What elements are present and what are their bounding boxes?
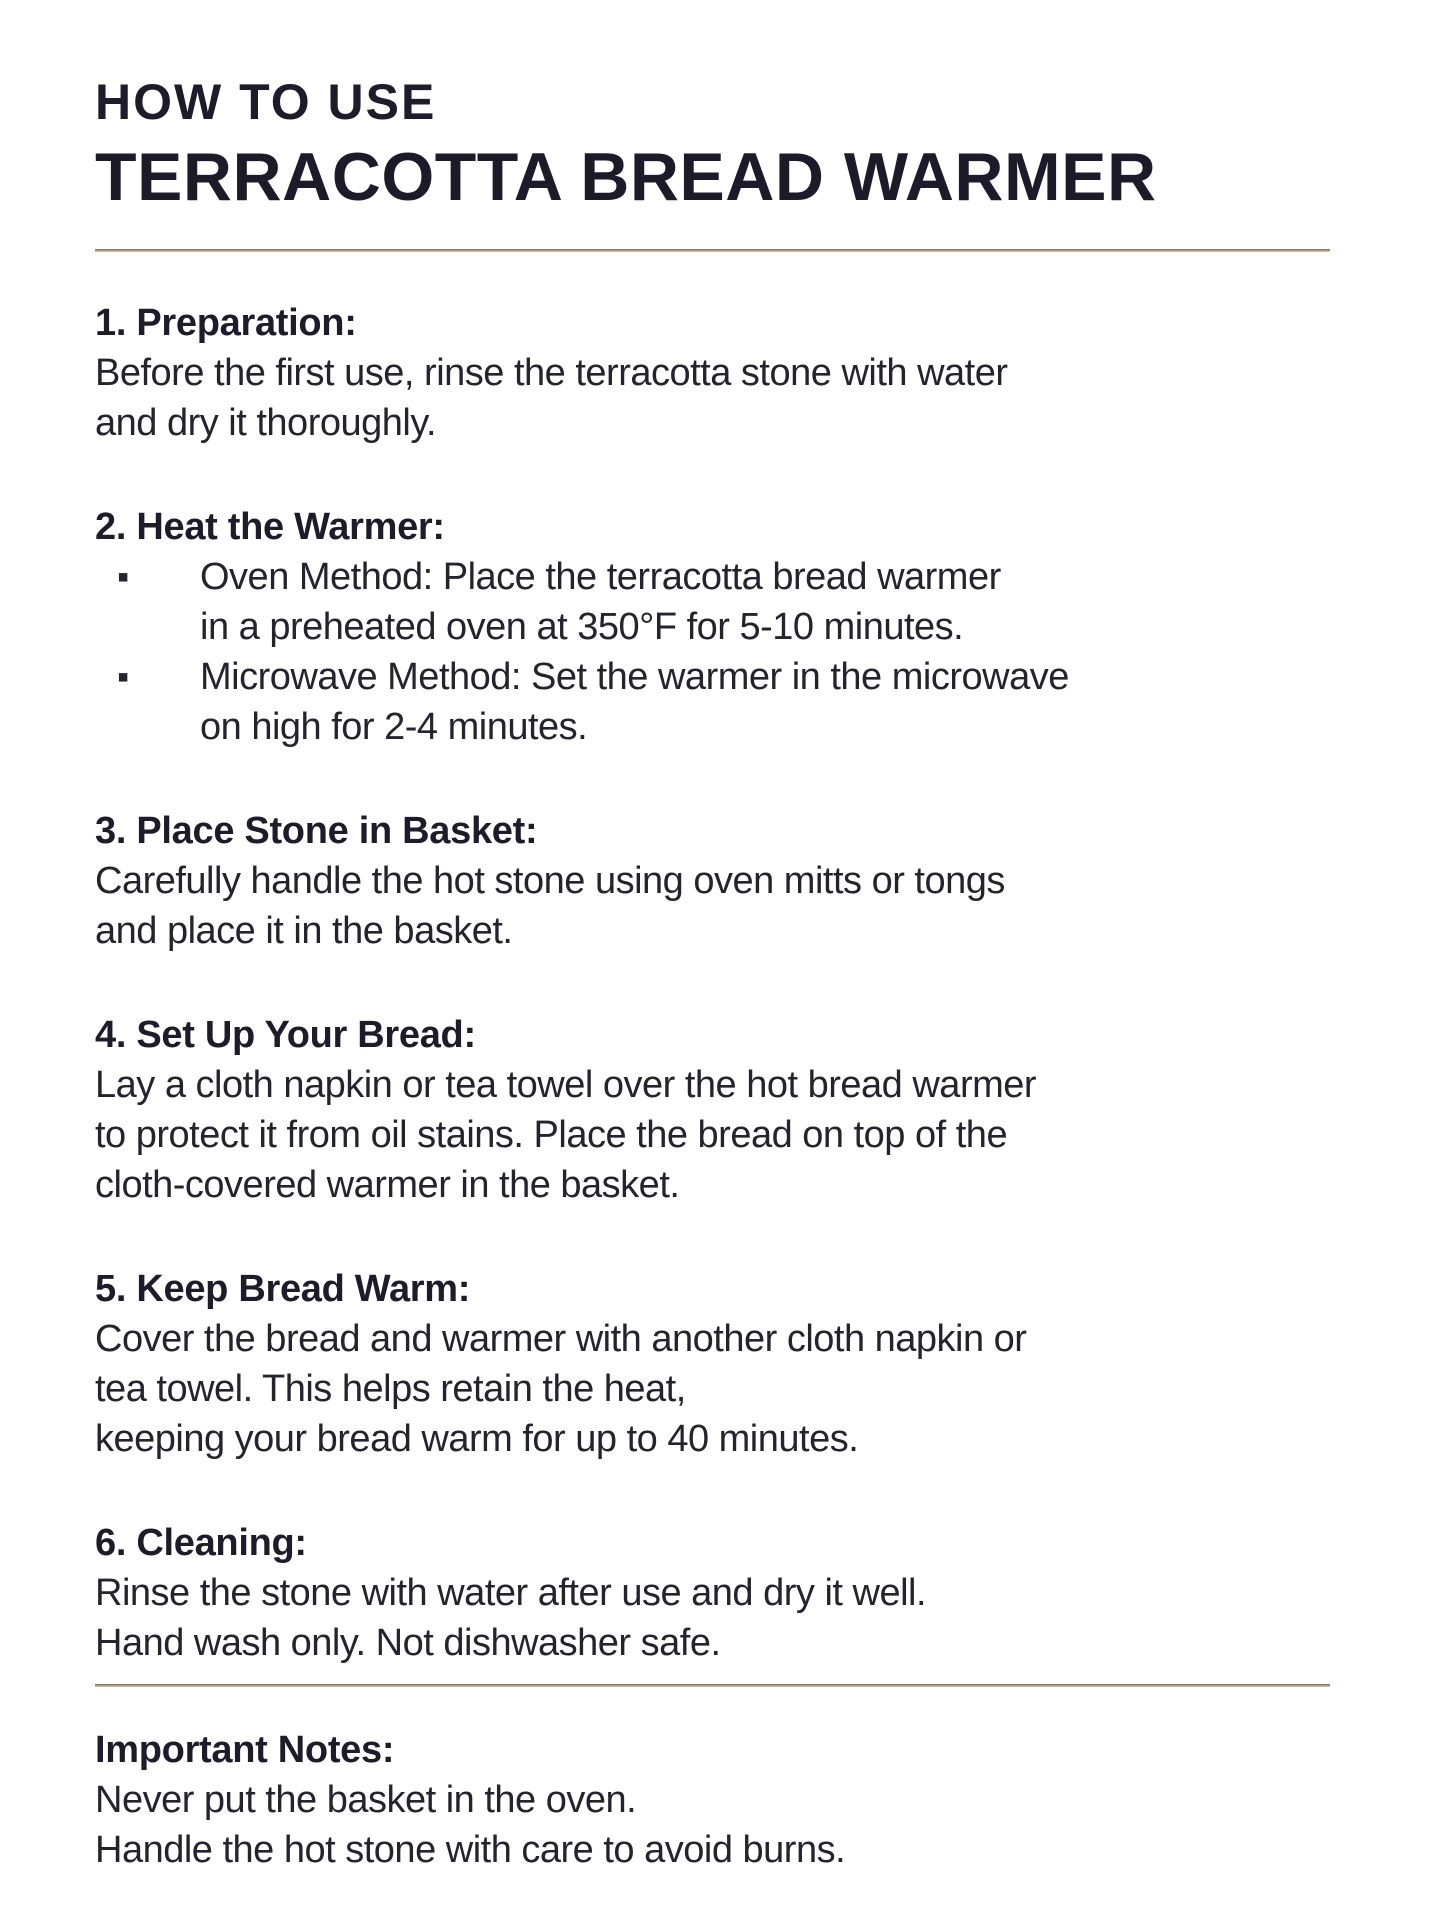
eyebrow-heading: HOW TO USE bbox=[95, 74, 437, 130]
body-line: Hand wash only. Not dishwasher safe. bbox=[95, 1622, 721, 1664]
section-heat-the-warmer bbox=[95, 502, 1330, 752]
bullet-square-icon: ▪ bbox=[117, 558, 130, 596]
body-line: Handle the hot stone with care to avoid burns. bbox=[95, 1829, 846, 1871]
section-set-up-your-bread bbox=[95, 1010, 1330, 1210]
section-heading: 1. Preparation: bbox=[95, 302, 357, 344]
bullet-content bbox=[200, 652, 1330, 752]
body-line: in a preheated oven at 350°F for 5-10 minutes. bbox=[200, 606, 964, 648]
section-cleaning bbox=[95, 1518, 1330, 1668]
body-line: tea towel. This helps retain the heat, bbox=[95, 1368, 686, 1410]
bullet-content bbox=[200, 552, 1330, 652]
body-line: on high for 2-4 minutes. bbox=[200, 706, 588, 748]
body-line: and dry it thoroughly. bbox=[95, 402, 437, 444]
top-divider bbox=[95, 249, 1330, 252]
body-line: cloth-covered warmer in the basket. bbox=[95, 1164, 680, 1206]
bottom-divider bbox=[95, 1684, 1330, 1687]
body-line: Oven Method: Place the terracotta bread warmer bbox=[200, 556, 1001, 598]
body-line: Never put the basket in the oven. bbox=[95, 1779, 637, 1821]
section-heading: 5. Keep Bread Warm: bbox=[95, 1268, 471, 1310]
body-line: to protect it from oil stains. Place the bread on top of the bbox=[95, 1114, 1008, 1156]
body-line: Before the first use, rinse the terracotta stone with water bbox=[95, 352, 1008, 394]
list-item bbox=[95, 652, 1330, 752]
body-line: and place it in the basket. bbox=[95, 910, 513, 952]
body-line: Cover the bread and warmer with another cloth napkin or bbox=[95, 1318, 1027, 1360]
section-heading: 6. Cleaning: bbox=[95, 1522, 307, 1564]
page-title: TERRACOTTA BREAD WARMER bbox=[95, 139, 1157, 215]
bullet-square-icon: ▪ bbox=[117, 658, 130, 696]
section-important-notes bbox=[95, 1725, 1330, 1875]
section-heading: Important Notes: bbox=[95, 1729, 395, 1771]
body-line: Lay a cloth napkin or tea towel over the hot bread warmer bbox=[95, 1064, 1037, 1106]
body-line: Carefully handle the hot stone using oven mitts or tongs bbox=[95, 860, 1005, 902]
section-heading: 2. Heat the Warmer: bbox=[95, 506, 445, 548]
section-place-stone-in-basket bbox=[95, 806, 1330, 956]
body-line: keeping your bread warm for up to 40 minutes. bbox=[95, 1418, 859, 1460]
section-preparation bbox=[95, 298, 1330, 448]
section-keep-bread-warm bbox=[95, 1264, 1330, 1464]
section-heading: 3. Place Stone in Basket: bbox=[95, 810, 538, 852]
body-line: Microwave Method: Set the warmer in the microwave bbox=[200, 656, 1069, 698]
list-item bbox=[95, 552, 1330, 652]
body-line: Rinse the stone with water after use and dry it well. bbox=[95, 1572, 927, 1614]
section-heading: 4. Set Up Your Bread: bbox=[95, 1014, 476, 1056]
